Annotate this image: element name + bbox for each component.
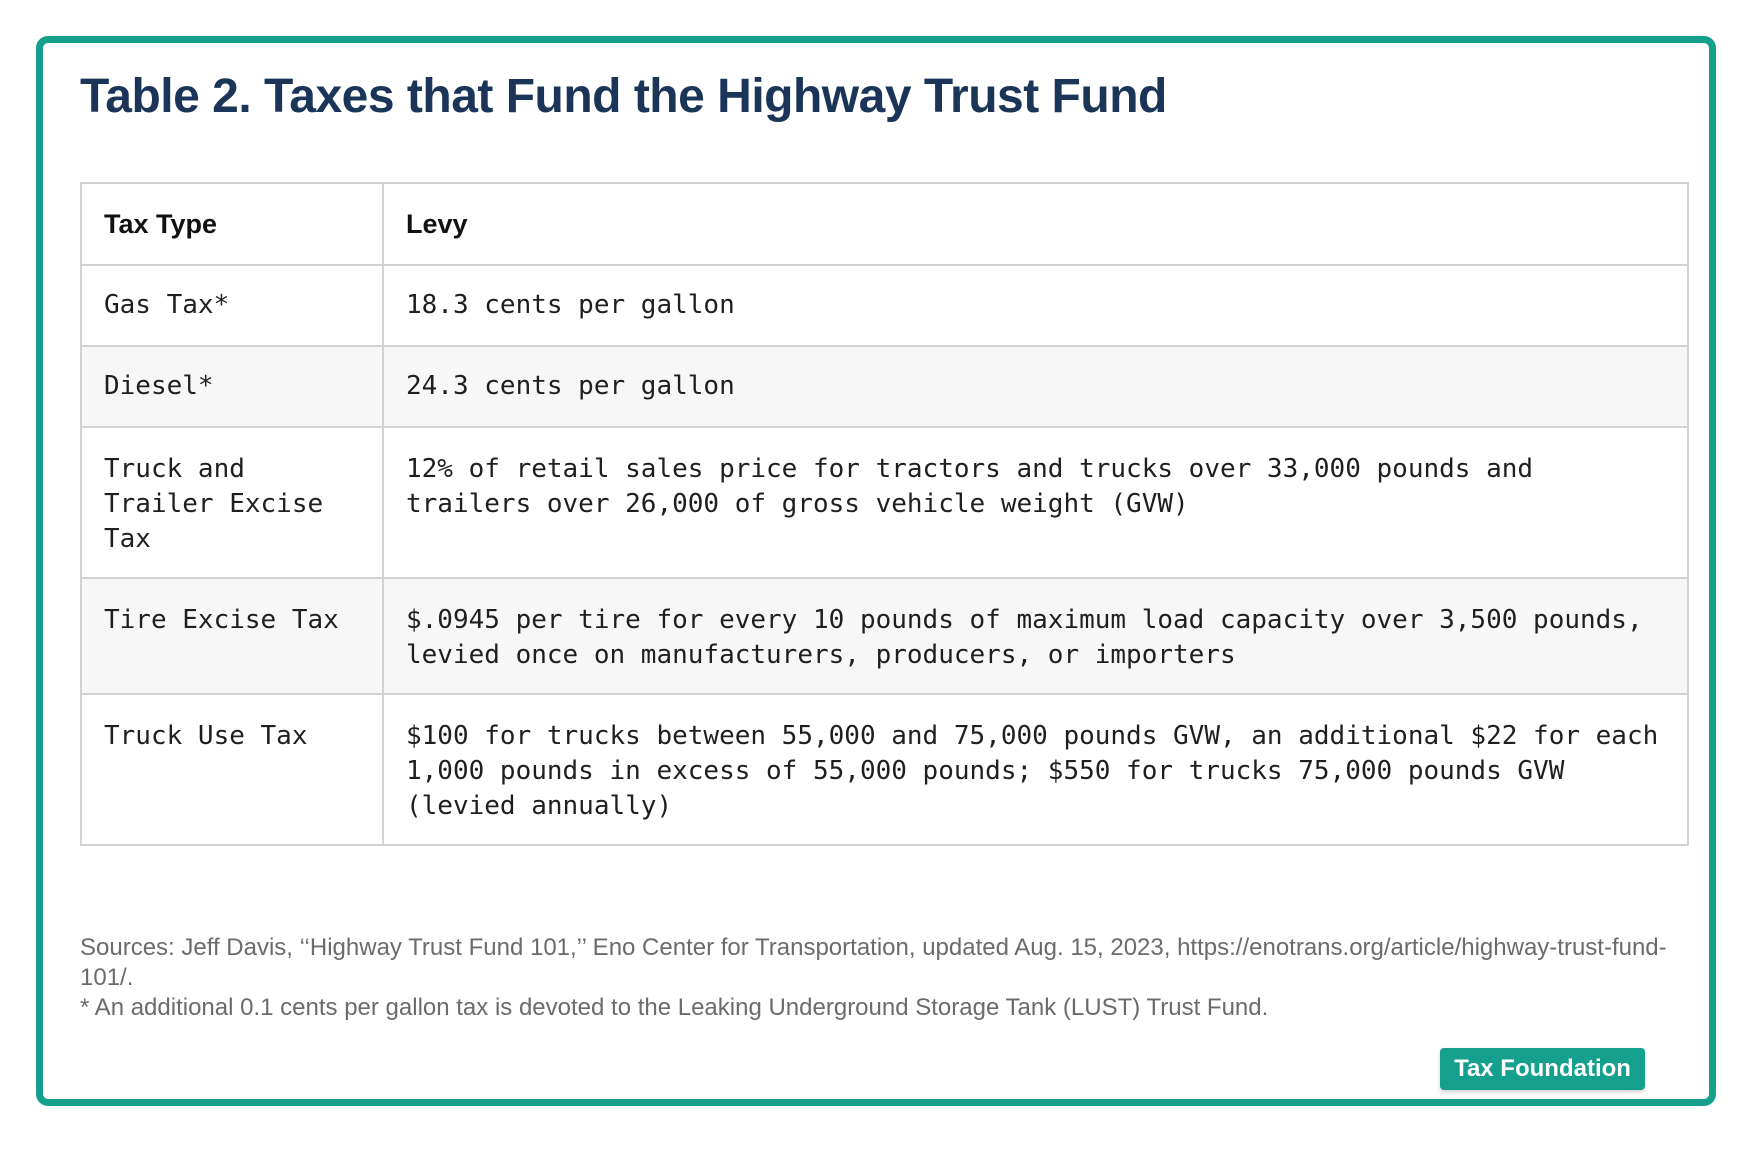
tax-table — [80, 182, 1689, 846]
table-row — [81, 578, 1688, 694]
column-header-levy: Levy — [383, 183, 1688, 265]
table-header-row — [81, 183, 1688, 265]
tax-type-cell: Gas Tax* — [81, 265, 383, 346]
table-row — [81, 346, 1688, 427]
tax-type-cell: Diesel* — [81, 346, 383, 427]
table-row — [81, 265, 1688, 346]
page-title: Table 2. Taxes that Fund the Highway Trust Fund — [80, 70, 1167, 123]
table-card — [36, 36, 1716, 1106]
column-header-tax-type: Tax Type — [81, 183, 383, 265]
table-row — [81, 427, 1688, 578]
levy-cell: 24.3 cents per gallon — [383, 346, 1688, 427]
levy-cell: 12% of retail sales price for tractors and trucks over 33,000 pounds and trailers over 26,000 of gross vehicle weight (GVW) — [383, 427, 1688, 578]
footnote: * An additional 0.1 cents per gallon tax is devoted to the Leaking Underground Storage Tank (LUST) Trust Fund. — [80, 994, 1269, 1021]
levy-cell: $100 for trucks between 55,000 and 75,000 pounds GVW, an additional $22 for each 1,000 pounds in excess of 55,000 pounds; $550 for trucks 75,000 pounds GVW (levied annually) — [383, 694, 1688, 845]
tax-type-cell: Truck and Trailer Excise Tax — [81, 427, 383, 578]
levy-cell: $.0945 per tire for every 10 pounds of maximum load capacity over 3,500 pounds, levied once on manufacturers, producers, or importers — [383, 578, 1688, 694]
table-row — [81, 694, 1688, 845]
tax-type-cell: Tire Excise Tax — [81, 578, 383, 694]
source-notes — [80, 933, 1690, 1023]
sources-note: Sources: Jeff Davis, ‘‘Highway Trust Fund 101,’’ Eno Center for Transportation, updated Aug. 15, 2023, https://enotrans.org/article/highway-trust-fund-101/. — [80, 934, 1667, 991]
tax-foundation-logo: Tax Foundation — [1440, 1048, 1645, 1090]
tax-type-cell: Truck Use Tax — [81, 694, 383, 845]
levy-cell: 18.3 cents per gallon — [383, 265, 1688, 346]
